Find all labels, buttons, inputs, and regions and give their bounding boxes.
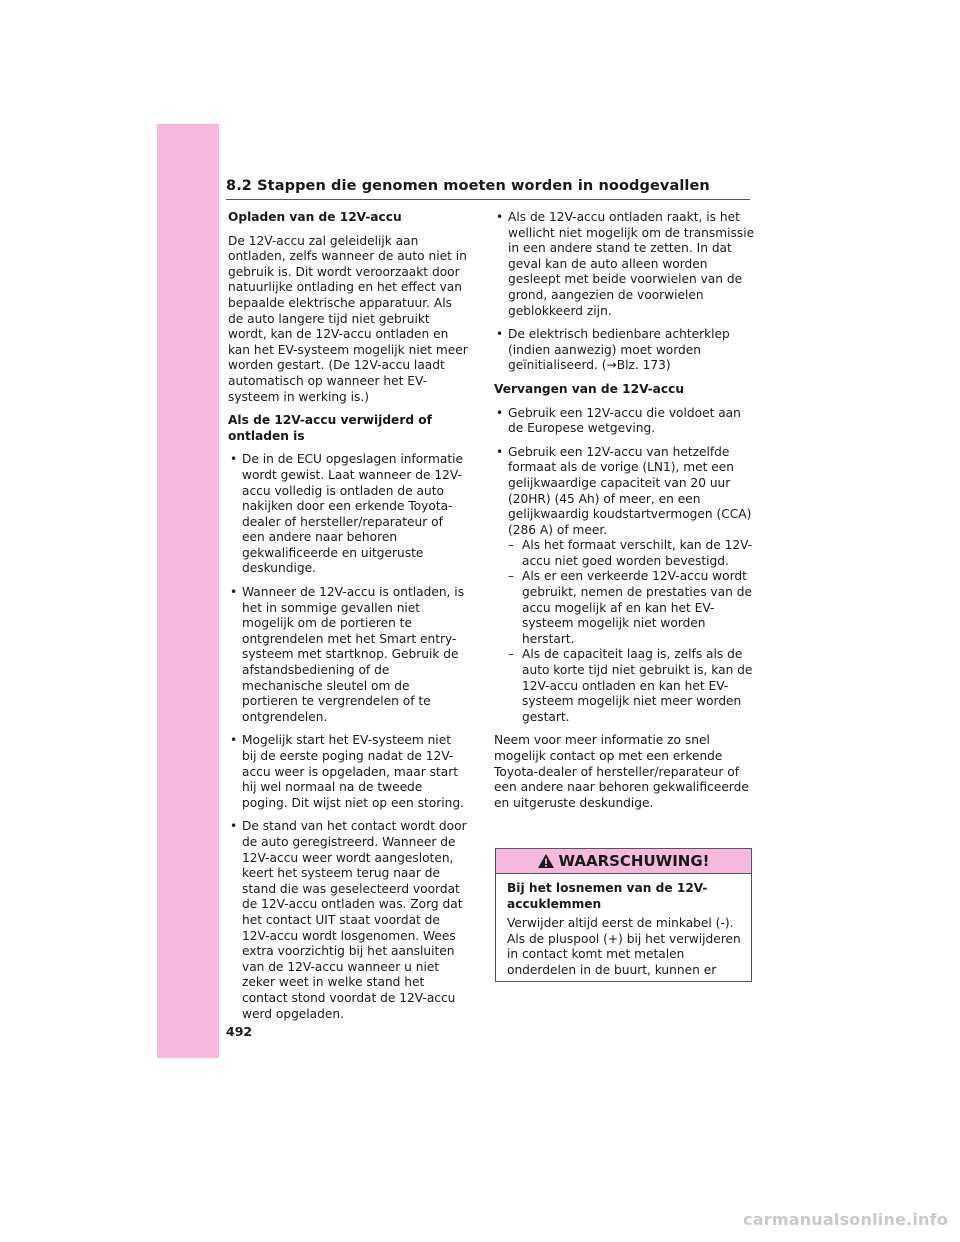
warning-body bbox=[496, 874, 751, 979]
heading-replacing: Vervangen van de 12V-accu bbox=[494, 381, 685, 396]
list-item: • Gebruik een 12V-accu die voldoet aan de Europese wetgeving. bbox=[494, 406, 756, 437]
list-item: • Als de 12V-accu ontladen raakt, is het wellicht niet mogelijk om de transmissie in een andere stand te zetten. In dat geval kan de auto alleen worden gesleept met beide voorwielen van de grond, aangezien de voorwielen geblokkeerd zijn. bbox=[494, 210, 756, 319]
bullet-list-discharged-more bbox=[494, 210, 756, 374]
dash-item: – Als de capaciteit laag is, zelfs als de auto korte tijd niet gebruikt is, kan de 12V-accu ontladen en kan het EV-systeem mogelijk niet meer worden gestart. bbox=[508, 647, 756, 725]
warning-header bbox=[496, 849, 751, 874]
warning-subtitle: Bij het losnemen van de 12V-accuklemmen bbox=[507, 881, 708, 911]
warning-box bbox=[495, 848, 752, 982]
paragraph-closing: Neem voor meer informatie zo snel mogelijk contact op met een erkende Toyota-dealer of hersteller/reparateur of een andere naar behoren gekwalificeerde en uitgeruste deskundige. bbox=[494, 733, 749, 810]
warning-triangle-icon bbox=[537, 853, 555, 869]
warning-title: WAARSCHUWING! bbox=[558, 852, 710, 870]
header-rule bbox=[226, 199, 750, 200]
list-item: • Wanneer de 12V-accu is ontladen, is het in sommige gevallen niet mogelijk om de portieren te ontgrendelen met het Smart entry-systeem met startknop. Gebruik de afstandsbediening of de mechanische sleutel om de portieren te vergrendelen of te ontgrendelen. bbox=[228, 585, 468, 725]
section-header: 8.2 Stappen die genomen moeten worden in noodgevallen bbox=[226, 178, 710, 194]
dash-item: – Als er een verkeerde 12V-accu wordt gebruikt, nemen de prestaties van de accu mogelijk af en kan het EV-systeem mogelijk niet worden herstart. bbox=[508, 569, 756, 647]
left-column bbox=[228, 210, 468, 1030]
list-item: • De stand van het contact wordt door de auto geregistreerd. Wanneer de 12V-accu weer wordt aangesloten, keert het systeem terug naar de stand die was geselecteerd voordat de 12V-accu ontladen was. Zorg dat het contact UIT staat voordat de 12V-accu wordt losgenomen. Wees extra voorzichtig bij het aansluiten van de 12V-accu wanneer u niet zeker weet in welke stand het contact stond voordat de 12V-accu werd opgeladen. bbox=[228, 819, 468, 1022]
watermark: carmanualsonline.info bbox=[743, 1210, 948, 1229]
list-item: • De in de ECU opgeslagen informatie wordt gewist. Laat wanneer de 12V-accu volledig is ontladen de auto nakijken door een erkende Toyota-dealer of hersteller/reparateur of een andere naar behoren gekwalificeerde en uitgeruste deskundige. bbox=[228, 452, 468, 577]
list-item: • De elektrisch bedienbare achterklep (indien aanwezig) moet worden geïnitialiseerd. (→Blz. 173) bbox=[494, 327, 756, 374]
list-item-text: Gebruik een 12V-accu van hetzelfde formaat als de vorige (LN1), met een gelijkwaardige capaciteit van 20 uur (20HR) (45 Ah) of meer, en een gelijkwaardig koudstartvermogen (CCA) (286 A) of meer. bbox=[508, 444, 752, 537]
right-column bbox=[494, 210, 756, 819]
page-number: 492 bbox=[226, 1024, 253, 1039]
warning-text: Verwijder altijd eerst de minkabel (-). Als de pluspool (+) bij het verwijderen in contact komt met metalen onderdelen in de buurt, kunnen er bbox=[507, 916, 741, 977]
dash-item: – Als het formaat verschilt, kan de 12V-accu niet goed worden bevestigd. bbox=[508, 538, 756, 569]
bullet-list-replacing bbox=[494, 406, 756, 726]
chapter-side-tab bbox=[157, 124, 219, 1058]
list-item: • Mogelijk start het EV-systeem niet bij de eerste poging nadat de 12V-accu weer is opgeladen, maar start hij wel normaal na de tweede poging. Dit wijst niet op een storing. bbox=[228, 733, 468, 811]
paragraph-charging: De 12V-accu zal geleidelijk aan ontladen, zelfs wanneer de auto niet in gebruik is. Dit wordt veroorzaakt door natuurlijke ontlading en het effect van bepaalde elektrische apparatuur. Als de auto langere tijd niet gebruikt wordt, kan de 12V-accu ontladen en kan het EV-systeem mogelijk niet meer worden gestart. (De 12V-accu laadt automatisch op wanneer het EV-systeem in werking is.) bbox=[228, 233, 468, 404]
list-item bbox=[494, 445, 756, 726]
bullet-list-removed bbox=[228, 452, 468, 1022]
heading-removed-discharged: Als de 12V-accu verwijderd of ontladen is bbox=[228, 413, 432, 443]
heading-charging: Opladen van de 12V-accu bbox=[228, 210, 402, 224]
dash-list bbox=[508, 538, 756, 725]
